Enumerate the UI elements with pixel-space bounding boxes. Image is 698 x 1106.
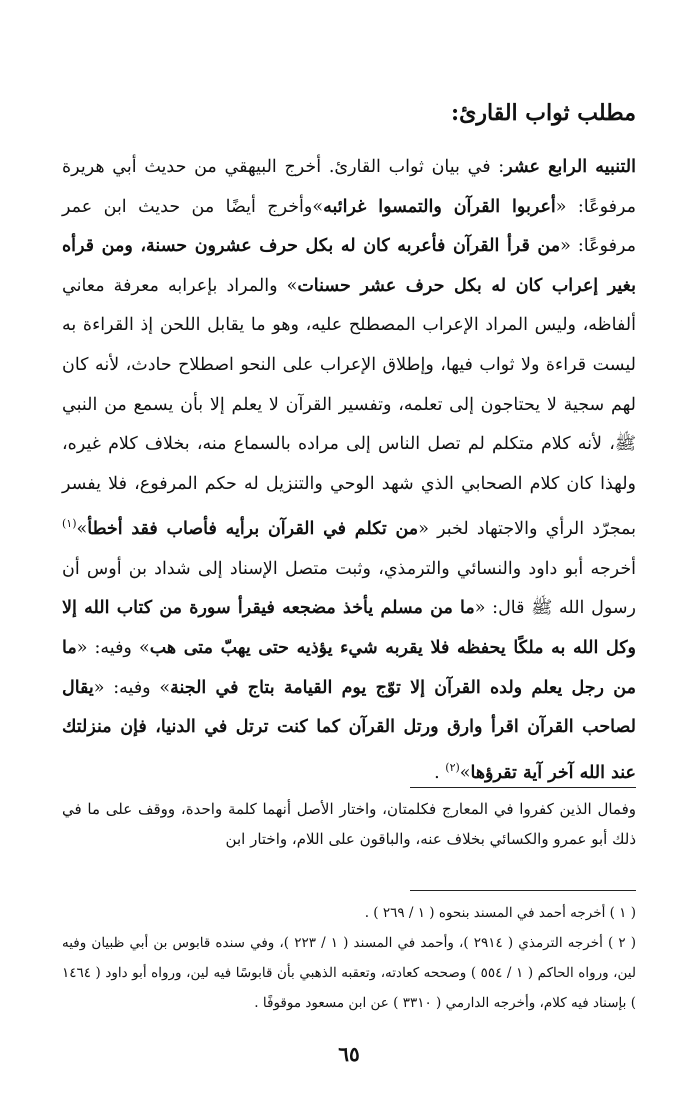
text-segment: »: [459, 762, 471, 783]
bold-phrase: أعربوا القرآن والتمسوا غرائبه: [323, 196, 556, 217]
footnote-ref: (٢): [445, 760, 460, 774]
text-segment: » وفيه: «: [76, 637, 150, 658]
bold-phrase: ما من رجل يعلم ولده القرآن إلا توّج يوم القيامة بتاج في الجنة: [62, 637, 636, 698]
footnote-2: ( ٢ ) أخرجه الترمذي ( ٢٩١٤ )، وأحمد في المسند ( ١ / ٢٢٣ )، وفي سنده قابوس بن أبي ظبيان وفيه لين، ورواه الحاكم ( ١ / ٥٥٤ ) وصححه كعادته، وتعقبه الذهبي بأن قابوسًا فيه لين، ورواه أبو داود ( ١٤٦٤ ) بإسناد فيه كلام، وأخرجه الدارمي ( ٣٣١٠ ) عن ابن مسعود موقوفًا .: [62, 935, 637, 1011]
section-title: مطلب ثواب القارئ:: [451, 100, 636, 126]
bold-phrase: التنبيه الرابع عشر: [504, 157, 636, 177]
footnote-separator: [410, 890, 636, 891]
footnote-ref: (١): [62, 517, 77, 531]
text-segment: » وفيه: «: [93, 677, 171, 698]
text-segment: .: [434, 762, 446, 783]
bold-phrase: يقال لصاحب القرآن اقرأ وارق ورتل القرآن كما كنت ترتل في الدنيا، فإن منزلتك عند الله آخر آية تقرؤها: [62, 677, 636, 783]
main-paragraph: [62, 148, 636, 793]
bold-phrase: ما من مسلم يأخذ مضجعه فيقرأ سورة من كتاب الله إلا وكل الله به ملكًا يحفظه فلا يقربه شيء يؤذيه حتى يهبّ متى هب: [62, 598, 636, 658]
text-segment: » والمراد بإعرابه معرفة معاني ألفاظه، وليس المراد الإعراب المصطلح عليه، وهو ما يقابل اللحن إذ القراءة به ليست قراءة ولا ثواب فيها، وإطلاق الإعراب على النحو اصطلاح حادث، لأنه كان لهم سجية لا يحتاجون إلى تعلمه، وتفسير القرآن لا يعلم إلا بأن يسمع من النبي ﷺ، لأنه كلام متكلم لم تصل الناس إلى مراده بالسماع منه، بخلاف كلام غيره، ولهذا كان كلام الصحابي الذي شهد الوحي والتنزيل له حكم المرفوع، فلا يفسر بمجرّد الرأي والاجتهاد لخبر «: [62, 275, 636, 540]
footnote-1: ( ١ ) أخرجه أحمد في المسند بنحوه ( ١ / ٢٦٩ ) .: [364, 905, 636, 921]
main-paragraph-text: [62, 148, 636, 793]
text-segment: »وأخرج أيضًا من حديث ابن عمر مرفوعًا: «: [62, 196, 636, 257]
text-segment: »: [76, 519, 88, 540]
footnotes: [62, 898, 636, 1018]
text-segment: : في بيان ثواب القارئ. أخرج البيهقي من حديث أبي هريرة مرفوعًا: «: [62, 157, 637, 217]
bold-phrase: من قرأ القرآن فأعربه كان له بكل حرف عشرون حسنة، ومن قرأه بغير إعراب كان له بكل حرف عشر حسنات: [62, 236, 636, 296]
bold-phrase: من تكلم في القرآن برأيه فأصاب فقد أخطأ: [87, 519, 419, 540]
separator-line: [410, 787, 636, 788]
text-segment: أخرجه أبو داود والنسائي والترمذي، وثبت متصل الإسناد إلى شداد بن أوس أن رسول الله ﷺ قال: «: [62, 558, 636, 619]
continuation-note: وفمال الذين كفروا في المعارج فكلمتان، واختار الأصل أنهما كلمة واحدة، ووقف على ما في ذلك أبو عمرو والكسائي بخلاف عنه، والباقون على اللام، واختار ابن: [62, 800, 636, 848]
page-number: ٦٥: [338, 1042, 360, 1066]
